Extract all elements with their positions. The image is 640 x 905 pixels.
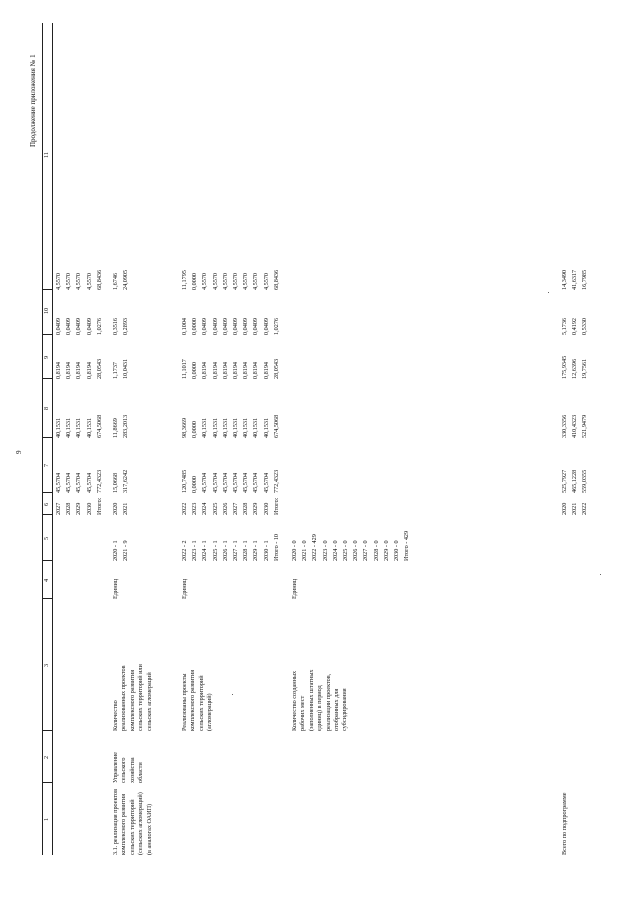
text-line: 2021 - 0	[301, 540, 309, 561]
text-line: 2025 - 0	[341, 540, 349, 561]
table-cell: 0,0409	[211, 317, 219, 335]
text-line: сельских территорий	[128, 799, 136, 855]
table-cell: 2020	[112, 502, 119, 515]
table-cell: 11,1795	[181, 270, 188, 290]
column-divider	[42, 730, 52, 731]
text-line: Количество	[112, 700, 119, 731]
text-line: (в аналогах ОАИП)	[145, 803, 153, 855]
table-cell: 0,0409	[75, 317, 83, 335]
text-line: сельских агломераций	[145, 672, 153, 731]
table-cell: 40,1531	[65, 417, 73, 438]
table-cell: 14,3490	[561, 269, 568, 290]
text-line: (агломераций)	[206, 693, 214, 731]
column-header: 9	[43, 355, 50, 359]
table-cell: 2024	[201, 502, 209, 515]
text-line: сельских территорий	[197, 675, 205, 731]
table-cell: 283,2013	[122, 414, 130, 438]
table-cell: 317,6242	[122, 469, 130, 493]
table-cell: 0,8194	[85, 361, 93, 379]
table-cell: 2027	[232, 502, 239, 515]
table-cell: Итого:	[95, 497, 103, 515]
indicator-c-plan	[292, 531, 414, 561]
table-cell: 2023	[191, 502, 199, 515]
text-line: 2029 - 1	[252, 540, 260, 561]
column-header: 1	[43, 817, 50, 821]
table-cell: 11,8669	[112, 418, 119, 438]
scan-speck	[232, 694, 233, 695]
text-line: 2028 - 1	[242, 540, 250, 561]
table-cell: 45,5704	[55, 472, 62, 493]
table-cell: 175,9345	[561, 355, 568, 379]
table-cell: 2026	[221, 502, 229, 515]
indicator-b-unit: Единиц	[181, 578, 188, 599]
section-title	[113, 789, 155, 855]
column-divider	[42, 334, 52, 335]
table-cell: 0,8194	[65, 361, 73, 379]
table-cell: 0,0409	[262, 317, 270, 335]
table-cell: 674,5068	[95, 414, 103, 438]
table-cell: 40,1531	[85, 417, 93, 438]
page-number: 9	[15, 450, 23, 454]
text-line: реализации проектов,	[324, 673, 332, 731]
budget-table	[42, 23, 606, 855]
indicator-b-plan	[182, 534, 284, 561]
text-line: 2028 - 0	[372, 540, 380, 561]
column-header: 7	[43, 463, 50, 467]
table-cell: 45,5704	[85, 472, 93, 493]
table-cell: 4,5570	[232, 272, 239, 290]
column-divider	[42, 492, 52, 493]
text-line: области	[137, 762, 145, 783]
table-cell: 0,0000	[191, 475, 199, 493]
text-line: 2026 - 1	[221, 540, 229, 561]
table-cell: 4,5570	[85, 272, 93, 290]
text-line: 2030 - 1	[262, 540, 270, 561]
table-cell: 0,0409	[201, 317, 209, 335]
indicator-b-label	[182, 670, 216, 731]
text-line: (сельских агломераций)	[137, 792, 145, 855]
table-cell: 98,3669	[181, 417, 188, 438]
text-line: 2022 - 2	[181, 540, 188, 561]
table-cell: 410,4323	[571, 414, 579, 438]
table-cell: 0,3516	[112, 317, 119, 335]
column-header: 4	[43, 578, 50, 582]
text-line: 2020 - 1	[112, 540, 119, 561]
table-cell: 2025	[211, 502, 219, 515]
table-cell: 4,5570	[242, 272, 250, 290]
text-line: отобранных для	[332, 688, 340, 731]
table-cell: 1,6746	[112, 272, 119, 290]
table-cell: 40,1531	[232, 417, 239, 438]
indicator-a-plan	[113, 540, 133, 561]
text-line: 2030 - 0	[392, 540, 400, 561]
column-header: 10	[43, 307, 50, 314]
column-divider	[42, 514, 52, 515]
table-cell: 0,8194	[201, 361, 209, 379]
table-cell: 5,1736	[561, 317, 568, 335]
table-cell: 1,1737	[112, 361, 119, 379]
text-line: 2027 - 1	[231, 540, 239, 561]
text-line: 2025 - 1	[211, 540, 219, 561]
table-cell: 525,7927	[561, 469, 568, 493]
text-line: рабочих мест	[299, 695, 307, 731]
table-cell: 12,6396	[571, 358, 579, 379]
table-cell: 40,1531	[221, 417, 229, 438]
text-line: хозяйства	[128, 757, 136, 783]
table-cell: 2028	[65, 502, 73, 515]
table-cell: 0,0409	[65, 317, 73, 335]
table-cell: 2028	[242, 502, 250, 515]
table-cell: 0,0409	[221, 317, 229, 335]
table-cell: 16,7985	[581, 269, 589, 290]
table-cell: 120,7485	[181, 469, 188, 493]
text-line: комплексного развития	[128, 669, 136, 731]
table-cell: 11,1017	[181, 359, 188, 379]
table-cell: 0,0409	[85, 317, 93, 335]
table-cell: 465,1228	[571, 469, 579, 493]
text-line: 2023 - 1	[191, 540, 199, 561]
text-line: 2020 - 0	[291, 540, 298, 561]
table-cell: 45,5704	[211, 472, 219, 493]
table-cell: 0,8194	[55, 361, 62, 379]
total-label: Всего по подпрограмме	[561, 792, 568, 855]
table-cell: 45,5704	[221, 472, 229, 493]
table-cell: 19,7561	[581, 358, 589, 379]
table-cell: 40,1531	[201, 417, 209, 438]
indicator-a-label	[113, 664, 155, 731]
text-line: Управление	[112, 751, 119, 783]
table-cell: 4,5570	[201, 272, 209, 290]
table-cell: 45,5704	[65, 472, 73, 493]
table-cell: 0,0000	[191, 317, 199, 335]
table-cell: 24,0905	[122, 269, 130, 290]
text-line: 2029 - 0	[382, 540, 390, 561]
table-cell: 28,0543	[95, 358, 103, 379]
table-cell: 4,5570	[75, 272, 83, 290]
table-cell: 0,8194	[221, 361, 229, 379]
text-line: 3.1. реализация проектов	[112, 788, 119, 855]
table-cell: 0,0000	[191, 420, 199, 438]
text-line: 2024 - 1	[201, 540, 209, 561]
column-header: 6	[43, 502, 50, 506]
table-cell: 0,8194	[252, 361, 260, 379]
text-line: Итого - 10	[272, 533, 280, 561]
text-line: 2021 - 9	[122, 540, 130, 561]
column-header: 5	[43, 536, 50, 540]
table-cell: 1,0276	[272, 317, 280, 335]
table-cell: 0,0409	[242, 317, 250, 335]
table-cell: 330,3356	[561, 414, 568, 438]
table-cell: 0,8194	[211, 361, 219, 379]
text-line: сельского	[120, 757, 128, 783]
table-cell: 45,5704	[201, 472, 209, 493]
table-cell: 10,0431	[122, 358, 130, 379]
table-cell: 45,5704	[242, 472, 250, 493]
table-cell: 0,8194	[242, 361, 250, 379]
text-line: сельских территорий или	[137, 664, 145, 731]
column-divider	[42, 560, 52, 561]
table-cell: 772,4323	[95, 469, 103, 493]
table-cell: 4,5570	[252, 272, 260, 290]
table-cell: 674,5068	[272, 414, 280, 438]
text-line: 2024 - 0	[331, 540, 339, 561]
table-cell: 45,5704	[75, 472, 83, 493]
table-cell: 40,1531	[75, 417, 83, 438]
text-line: Итого - 429	[403, 530, 411, 561]
column-header: 8	[43, 406, 50, 410]
table-cell: 2029	[252, 502, 260, 515]
table-cell: 45,5704	[252, 472, 260, 493]
indicator-a-unit: Единиц	[112, 578, 119, 599]
text-line: 2022 - 429	[311, 534, 319, 561]
table-cell: 2022	[581, 502, 589, 515]
table-cell: 41,6317	[571, 269, 579, 290]
table-cell: 4,5570	[65, 272, 73, 290]
table-cell: 40,1531	[55, 417, 62, 438]
table-cell: 45,5704	[262, 472, 270, 493]
continuation-label: Продолжение приложения № 1	[29, 54, 37, 147]
table-cell: 772,4323	[272, 469, 280, 493]
table-cell: 2022	[181, 502, 188, 515]
column-divider	[42, 378, 52, 379]
table-cell: 0,2893	[122, 317, 130, 335]
table-cell: 0,1004	[181, 317, 188, 335]
table-cell: 28,0543	[272, 358, 280, 379]
table-cell: 0,8194	[262, 361, 270, 379]
text-line: (заполненных штатных	[307, 669, 315, 731]
table-cell: 40,1531	[262, 417, 270, 438]
table-cell: 2029	[75, 502, 83, 515]
scan-speck	[548, 292, 549, 293]
responsible-executor	[113, 752, 147, 783]
table-cell: 0,0409	[55, 317, 62, 335]
text-line: реализованных проектов	[120, 665, 128, 731]
text-line: 2026 - 0	[352, 540, 360, 561]
text-line: Реализованы проекты	[181, 673, 188, 731]
table-cell: 0,0000	[191, 272, 199, 290]
column-divider	[42, 437, 52, 438]
table-cell: 4,5570	[211, 272, 219, 290]
table-cell: 40,1531	[242, 417, 250, 438]
table-cell: 15,0668	[112, 472, 119, 493]
table-cell: 0,0409	[252, 317, 260, 335]
table-cell: 40,1531	[211, 417, 219, 438]
table-cell: 68,8436	[95, 269, 103, 290]
table-cell: 0,8194	[232, 361, 239, 379]
table-cell: 2027	[55, 502, 62, 515]
table-cell: 40,1531	[252, 417, 260, 438]
table-cell: 45,5704	[232, 472, 239, 493]
text-line: субсидирования	[341, 688, 349, 731]
table-cell: 0,0409	[232, 317, 239, 335]
table-cell: 2021	[571, 502, 579, 515]
table-cell: 0,4192	[571, 317, 579, 335]
table-cell: 2020	[561, 502, 568, 515]
text-line: комплексного развития	[120, 793, 128, 855]
column-divider	[42, 289, 52, 290]
table-cell: 4,5570	[221, 272, 229, 290]
table-cell: 0,5330	[581, 317, 589, 335]
column-header: 11	[43, 152, 50, 158]
table-cell: 2030	[85, 502, 93, 515]
table-cell: 4,5570	[55, 272, 62, 290]
indicator-c-unit: Единиц	[291, 578, 298, 599]
text-line: комплексного развития	[189, 669, 197, 731]
table-cell: 2030	[262, 502, 270, 515]
table-cell: 1,0276	[95, 317, 103, 335]
table-cell: 68,8436	[272, 269, 280, 290]
scan-speck	[600, 574, 601, 575]
table-cell: 521,9479	[581, 414, 589, 438]
column-header: 2	[43, 755, 50, 759]
column-divider	[42, 598, 52, 599]
column-header: 3	[43, 663, 50, 667]
text-line: единиц) в период	[316, 685, 324, 731]
text-line: 2027 - 0	[362, 540, 370, 561]
table-cell: 2021	[122, 502, 130, 515]
column-divider	[42, 782, 52, 783]
table-cell: 559,0355	[581, 469, 589, 493]
table-cell: 0,8194	[75, 361, 83, 379]
text-line: Количество созданных	[291, 670, 298, 731]
indicator-c-label	[292, 670, 351, 731]
table-cell: 4,5570	[262, 272, 270, 290]
table-cell: 0,0000	[191, 361, 199, 379]
text-line: 2023 - 0	[321, 540, 329, 561]
table-cell: Итого:	[272, 497, 280, 515]
